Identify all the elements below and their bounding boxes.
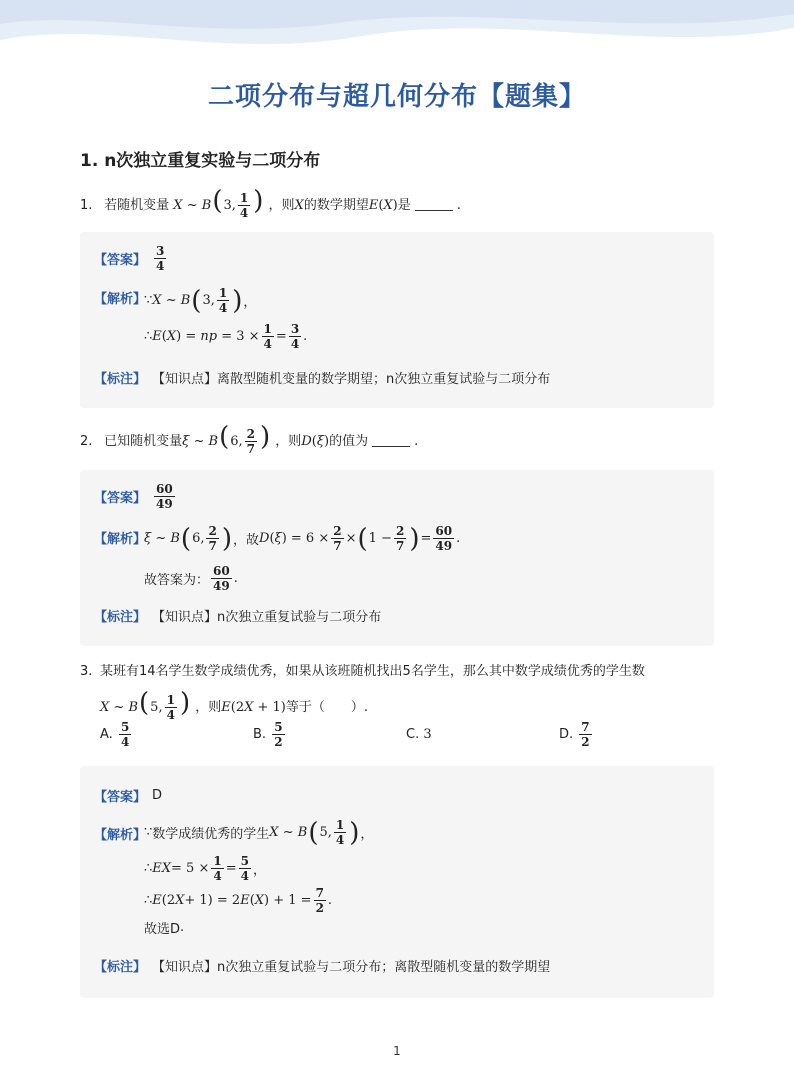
answer-value: $\frac{60}{49}$	[156, 482, 173, 511]
answer-value: $\frac{3}{4}$	[156, 244, 165, 273]
option-b[interactable]: B. $\frac{5}{2}$	[253, 720, 283, 749]
option-a[interactable]: A. $\frac{5}{4}$	[100, 720, 130, 749]
document-title: 二项分布与超几何分布【题集】	[207, 82, 586, 112]
solution-box-2: 【答案】 $\frac{60}{49}$ 【解析】 ξ ~ B ( 6, $\frac{2}{7}$ ) ，故 D ( ξ ) = 6 × $\frac{2}{7}$ × ( 1 − $\frac{2}{7}$ ) = $\frac{60}{49}$ . 故答案为： $\frac{60}{49}$ . 【标注】 【知识点】n次独立重复试验与二项分布	[80, 470, 714, 646]
answer-blank	[372, 432, 410, 447]
question-3: 3. 某班有14名学生数学成绩优秀，如果从该班随机找出5名学生，那么其中数学成绩优秀的学生数	[80, 664, 645, 679]
section-heading: 1. n次独立重复实验与二项分布	[80, 151, 321, 171]
option-d[interactable]: D. $\frac{7}{2}$	[559, 720, 590, 749]
question-3-line2: X ~ B(5, $\frac{1}{4}$ ) ，则E(2X + 1)等于（ ）.	[100, 688, 369, 722]
header-wave-decoration	[0, 0, 794, 60]
question-1: 1. 若随机变量 X ~ B(3, $\frac{1}{4}$ ) ，则X的数学期望E(X)是 .	[80, 186, 461, 220]
answer-blank	[415, 196, 453, 211]
solution-box-1: 【答案】 $\frac{3}{4}$ 【解析】 ∵ X ~ B ( 3, $\frac{1}{4}$ ) ， ∴ E ( X ) = np = 3 × $\frac{1}{4}$ = $\frac{3}{4}$ . 【标注】 【知识点】离散型随机变量的数学期望；n次独立重复试验与二项分布	[80, 232, 714, 408]
answer-value: D	[152, 788, 163, 803]
option-c[interactable]: C. 3	[406, 727, 432, 742]
page-number: 1	[393, 1044, 401, 1058]
solution-box-3: 【答案】 D 【解析】 ∵ 数学成绩优秀的学生 X ~ B ( 5, $\frac{1}{4}$ ) ， ∴ EX = 5 × $\frac{1}{4}$ = $\frac{5}{4}$ ， ∴ E (2 X + 1) = 2 E ( X ) + 1 = $\frac{7}{2}$ . 故选D . 【标注】 【知识点】n次独立重复试验与二项分布；离散型随机变量的数学期望	[80, 766, 714, 998]
question-2: 2. 已知随机变量ξ ~ B(6, $\frac{2}{7}$ ) ，则D(ξ)的值为 .	[80, 422, 419, 456]
